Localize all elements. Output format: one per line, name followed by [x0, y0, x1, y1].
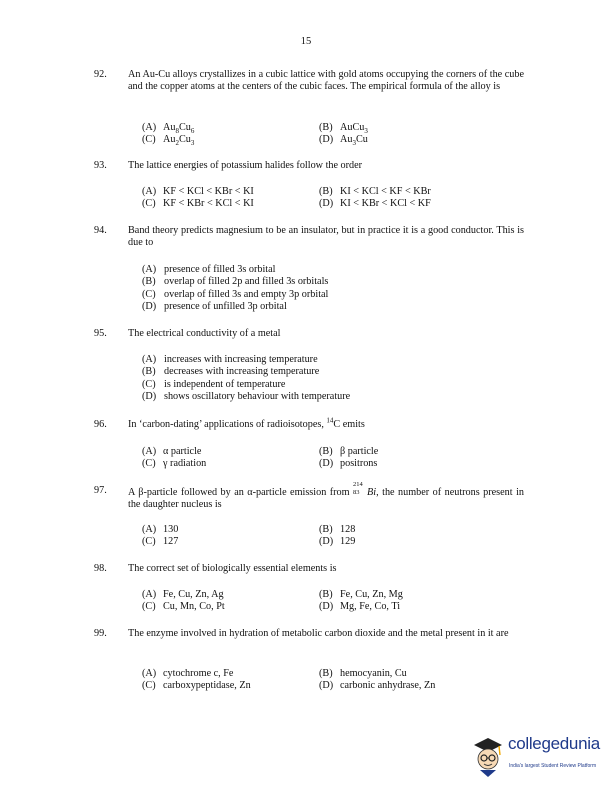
option-c: (C) is independent of temperature [142, 378, 286, 390]
question-number: 96. [94, 419, 107, 430]
options-95 [142, 354, 522, 404]
mascot-icon [470, 733, 506, 779]
logo-tagline: India's largest Student Review Platform [509, 763, 597, 769]
option-c: (C) overlap of filled 3s and empty 3p orbital [142, 288, 329, 300]
question-number: 99. [94, 628, 107, 639]
option-a: (A) presence of filled 3s orbital [142, 264, 276, 275]
option-d: (D) shows oscillatory behaviour with temperature [142, 391, 351, 403]
option-d: (D) presence of unfilled 3p orbital [142, 301, 287, 313]
question-99 [94, 628, 524, 640]
question-number: 97. [94, 485, 107, 496]
question-92 [94, 69, 524, 94]
question-text: An Au-Cu alloys crystallizes in a cubic lattice with gold atoms occupying the corners of the cube and the copper atoms at the centers of the cubic faces. The empirical formula of the alloy is [128, 69, 524, 93]
question-98 [94, 563, 524, 575]
option-b: (B) decreases with increasing temperature [142, 366, 320, 378]
question-text: A β-particle followed by an α-particle emission from 214 83 Bi, the number of neutrons present in the daughter nucleus is [128, 481, 524, 511]
question-94 [94, 225, 524, 250]
question-text: The lattice energies of potassium halides follow the order [128, 160, 363, 171]
question-text: The electrical conductivity of a metal [128, 328, 281, 339]
question-number: 92. [94, 69, 107, 80]
question-number: 93. [94, 160, 107, 171]
collegedunia-logo[interactable] [470, 733, 602, 779]
question-96 [94, 416, 524, 431]
question-text: In ‘carbon-dating’ applications of radioisotopes, $^{14}$C emits [128, 416, 365, 430]
question-number: 94. [94, 225, 107, 236]
question-number: 95. [94, 328, 107, 339]
question-93 [94, 160, 524, 172]
options-94 [142, 264, 522, 314]
question-text: The enzyme involved in hydration of metabolic carbon dioxide and the metal present in it are [128, 628, 509, 639]
question-text: Band theory predicts magnesium to be an insulator, but in practice it is a good conductor. This is due to [128, 225, 524, 249]
page-number: 15 [300, 36, 312, 47]
option-a: (A) increases with increasing temperature [142, 354, 318, 365]
option-b: (B) overlap of filled 2p and filled 3s orbitals [142, 276, 329, 288]
question-95 [94, 328, 524, 340]
question-97 [94, 481, 524, 512]
nuclide-notation: 214 83 [353, 481, 363, 496]
question-number: 98. [94, 563, 107, 574]
logo-wordmark: collegedunia [508, 734, 600, 753]
question-text: The correct set of biologically essential elements is [128, 563, 337, 574]
